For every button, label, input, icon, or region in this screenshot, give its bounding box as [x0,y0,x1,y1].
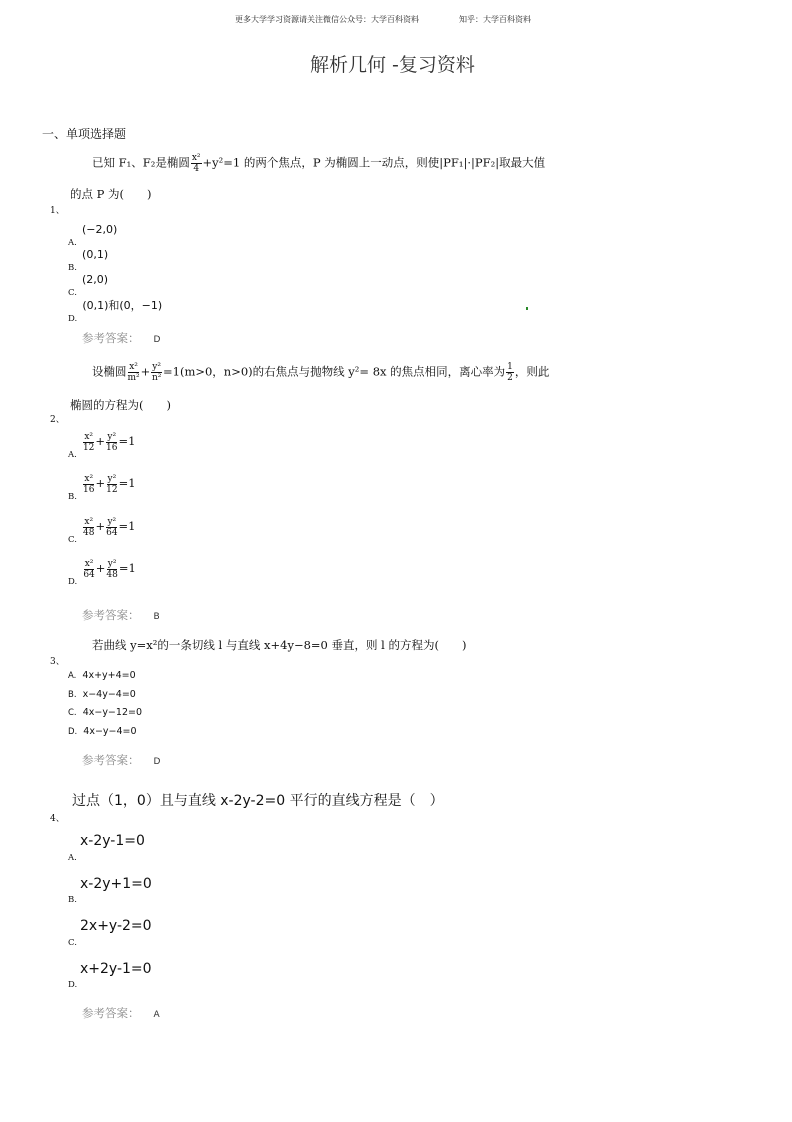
option-label: A. [68,450,77,460]
option-label: A. [68,853,77,863]
option-label: D. [68,577,78,587]
option-row: B. x−4y−4=0 [68,689,136,700]
option-text: (−2,0) [81,223,118,236]
header-wechat: 更多大学学习资源请关注微信公众号：大学百科资料 [235,15,419,24]
section-heading: 一、单项选择题 [42,127,127,141]
question-2-answer: 参考答案： B [82,608,160,622]
question-4-answer: 参考答案： A [82,1006,160,1020]
option-label: C. [68,535,77,545]
option-label: C. [68,938,77,948]
option-formula: $\frac{\text{x²}}{48}$ + $\frac{\text{y²}}{64}$ =1 [83,516,136,538]
option-formula: $\frac{\text{x²}}{16}$ + $\frac{\text{y²}}{12}$ =1 [83,473,136,495]
option-row: C. 4x−y−12=0 [68,707,142,718]
option-label: A. [68,238,77,248]
option-row: D. 4x−y−4=0 [68,726,137,737]
stray-mark [526,307,528,310]
question-1-line1: 已知 F₁、F₂是椭圆 $\frac{\text{x²}}{4}$ +y²=1 的两个焦点，P 为椭圆上一动点，则使|PF₁|·|PF₂|取最大值 [92,153,546,174]
option-label: B. [68,263,77,273]
question-2-number: 2、 [50,415,65,425]
option-text: (0,1) [82,248,109,261]
question-2-line1: 设椭圆 $\frac{\text{x²}}{\text{m²}}$ + $\frac{\text{y²}}{\text{n²}}$ =1(m>0，n>0)的右焦点与抛物线 y²= 8x 的焦点相同，离心率为 $\frac{1}{2}$ ，则此 [92,362,550,383]
question-1-line2: 的点 P 为( ) [70,187,152,201]
option-row: A. 4x+y+4=0 [68,670,136,681]
option-label: C. [68,288,77,298]
question-3-number: 3、 [50,657,65,667]
page-title: 解析几何 -复习资料 [310,54,475,76]
question-4-number: 4、 [50,814,65,824]
option-formula: $\frac{\text{x²}}{64}$ + $\frac{\text{y²}}{48}$ =1 [83,558,136,580]
option-formula: $\frac{\text{x²}}{12}$ + $\frac{\text{y²}}{16}$ =1 [82,431,136,453]
question-2-line2: 椭圆的方程为( ) [70,398,171,412]
option-text: x-2y+1=0 [80,876,152,892]
option-text: x+2y-1=0 [80,961,152,977]
option-text: 2x+y-2=0 [80,918,152,934]
header-zhihu: 知乎：大学百科资料 [459,15,531,24]
option-label: D. [68,980,78,990]
option-text: (0,1)和(0，−1) [82,299,163,312]
question-4-line1: 过点（1，0）且与直线 x-2y-2=0 平行的直线方程是（ ） [72,793,444,809]
question-1-answer: 参考答案： D [82,331,161,345]
option-text: x-2y-1=0 [80,833,145,849]
option-label: D. [68,314,78,324]
question-3-answer: 参考答案： D [82,753,161,767]
question-1-number: 1、 [50,206,65,216]
option-label: B. [68,895,77,905]
option-label: B. [68,492,77,502]
option-text: (2,0) [82,273,109,286]
question-3-line1: 若曲线 y=x²的一条切线 l 与直线 x+4y−8=0 垂直，则 l 的方程为( ) [92,638,467,652]
